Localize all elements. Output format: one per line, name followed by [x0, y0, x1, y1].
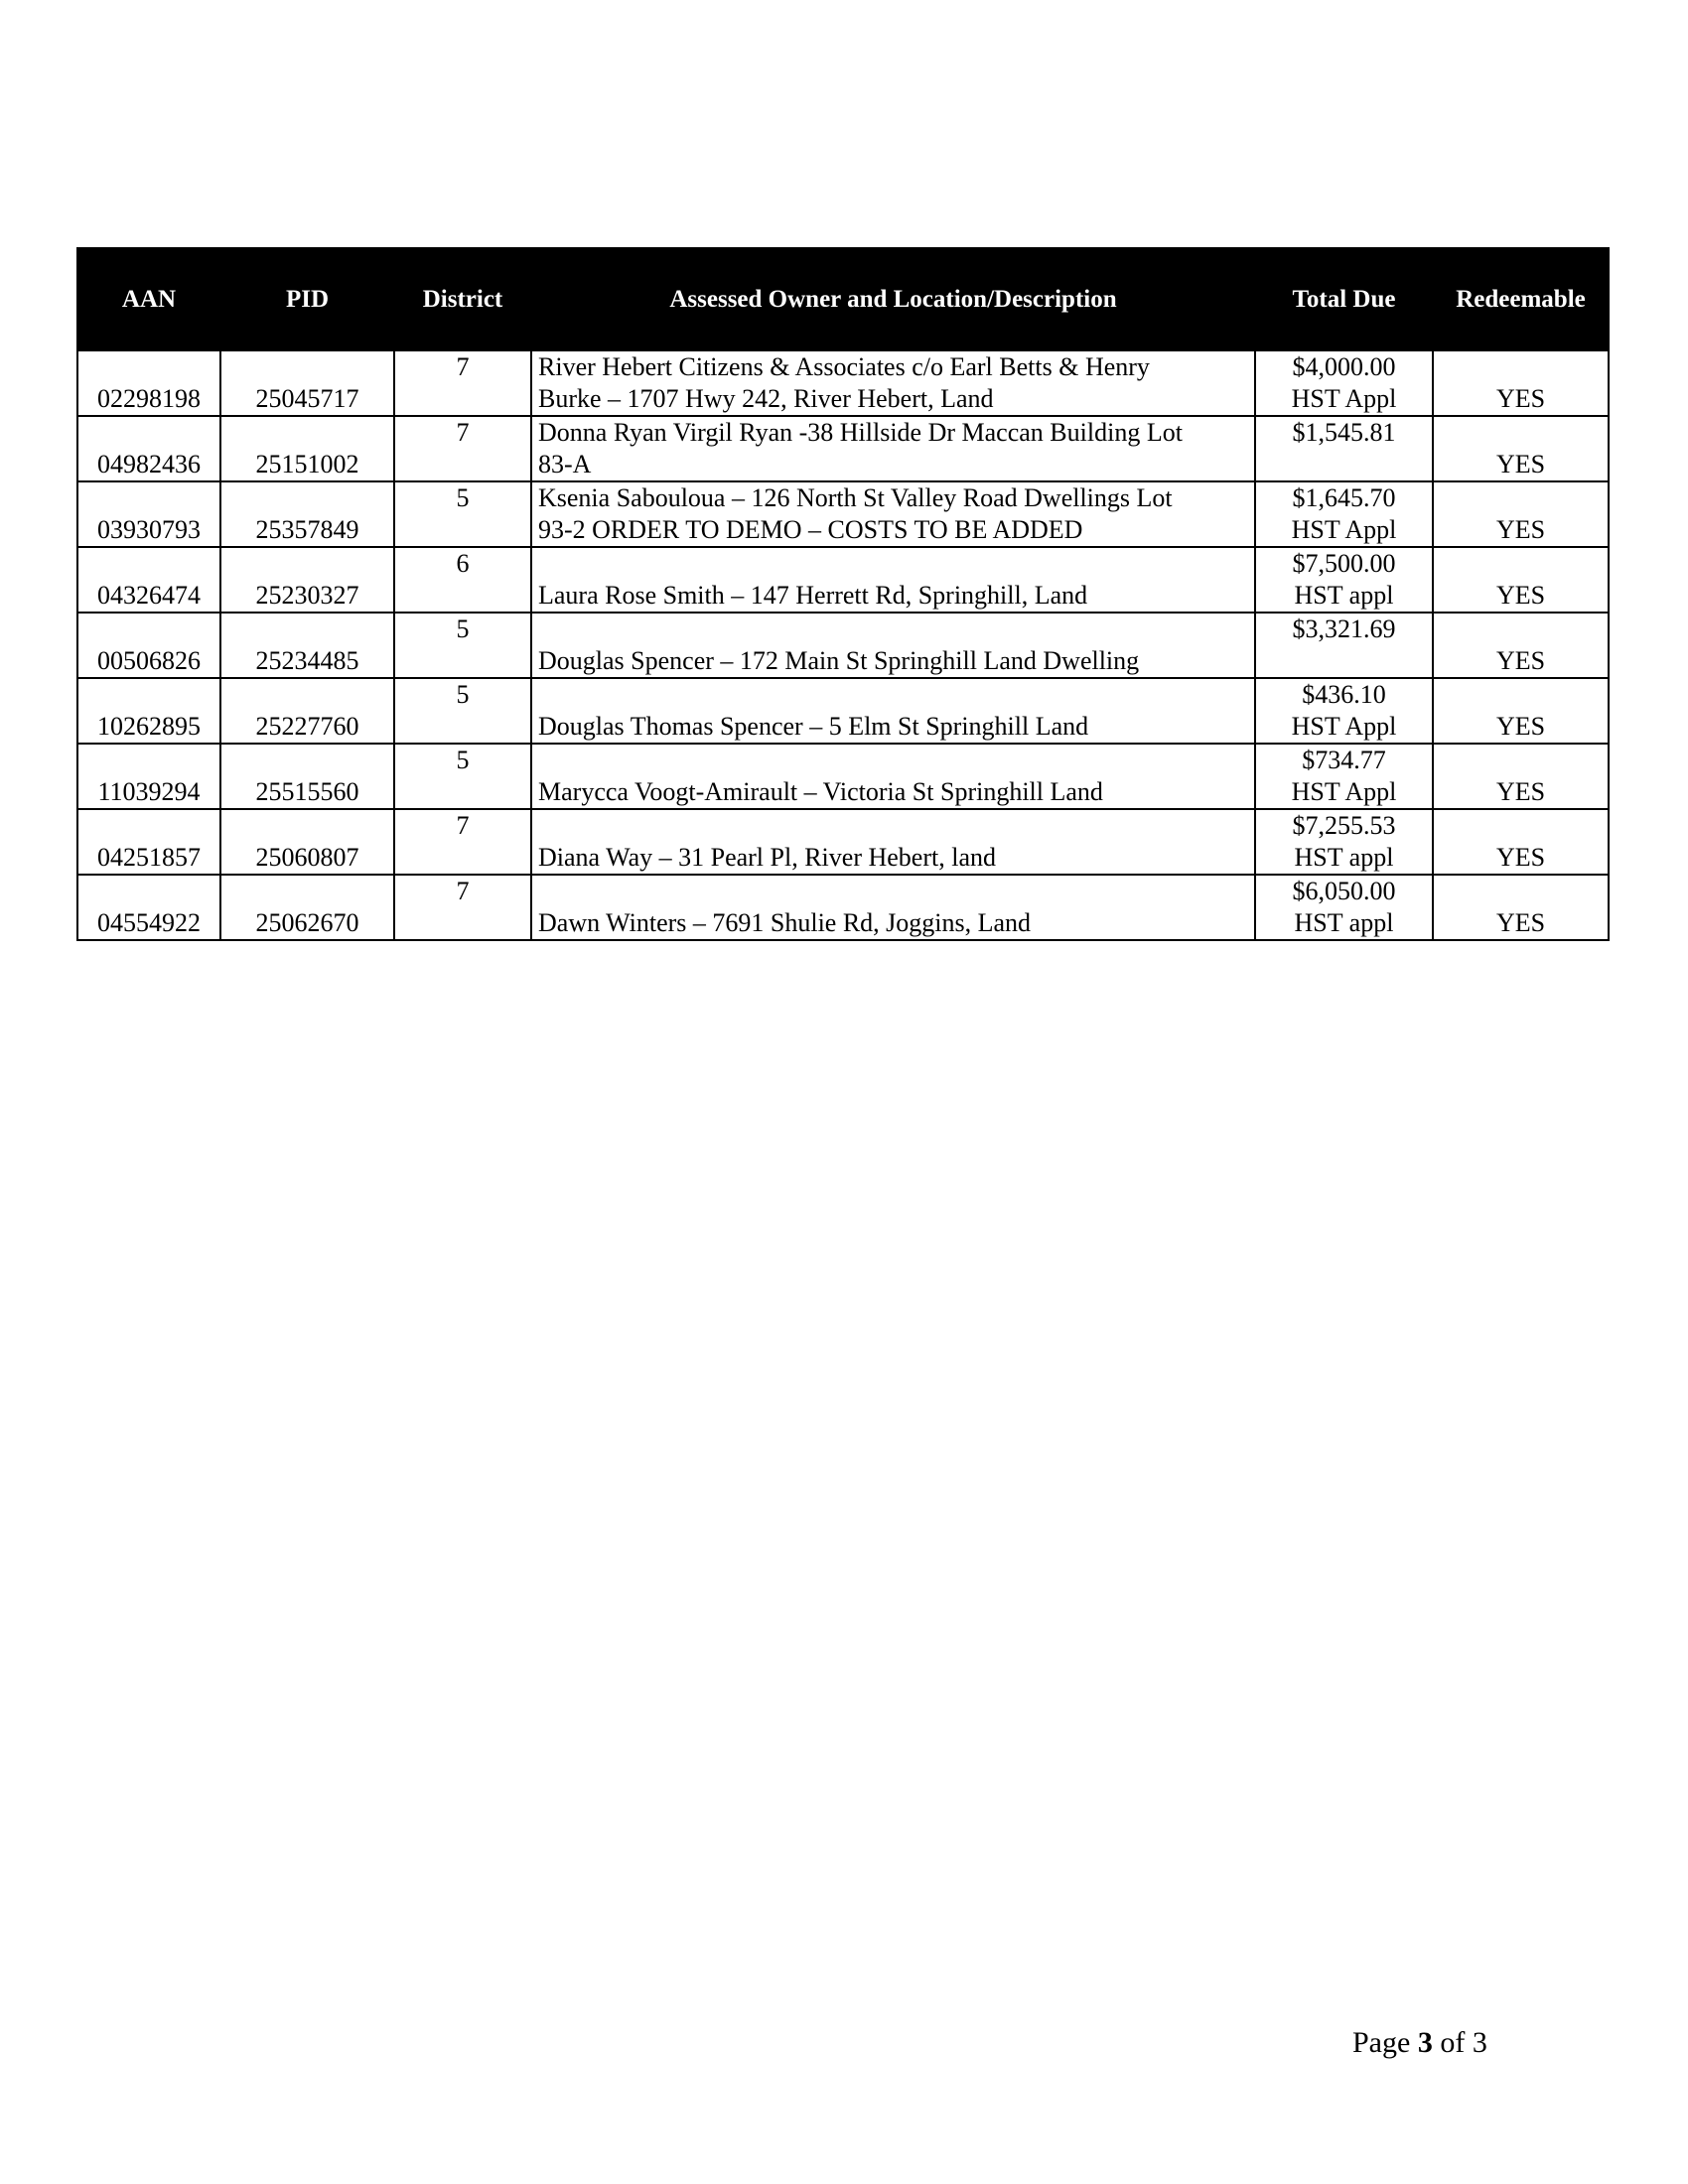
description-line-2: Dawn Winters – 7691 Shulie Rd, Joggins, Land: [538, 908, 1032, 937]
description-line-1: Donna Ryan Virgil Ryan -38 Hillside Dr Maccan Building Lot: [538, 418, 1183, 447]
redeemable-value: YES: [1495, 384, 1546, 413]
district-value: 6: [456, 549, 470, 578]
description-line-2: Marycca Voogt-Amirault – Victoria St Springhill Land: [538, 777, 1103, 806]
pid-value: 25515560: [255, 777, 359, 806]
cell-redeemable: [1433, 875, 1609, 940]
cell-total-due: [1255, 416, 1433, 481]
district-value: 7: [456, 352, 470, 381]
cell-total-due: [1255, 350, 1433, 416]
cell-description: [531, 547, 1255, 613]
redeemable-value: YES: [1495, 777, 1546, 806]
cell-district: [394, 744, 531, 809]
total-due-amount: $6,050.00: [1292, 877, 1396, 905]
table-row: [77, 481, 1609, 547]
cell-redeemable: [1433, 678, 1609, 744]
cell-aan: [77, 809, 220, 875]
header-district: District: [394, 248, 531, 350]
cell-description: [531, 613, 1255, 678]
redeemable-value: YES: [1495, 712, 1546, 741]
page-number: [1352, 2026, 1487, 2060]
redeemable-value: YES: [1495, 646, 1546, 675]
cell-aan: [77, 744, 220, 809]
cell-aan: [77, 678, 220, 744]
description-line-2: 93-2 ORDER TO DEMO – COSTS TO BE ADDED: [538, 515, 1083, 544]
cell-pid: [220, 809, 394, 875]
cell-aan: [77, 613, 220, 678]
table-row: [77, 744, 1609, 809]
cell-redeemable: [1433, 481, 1609, 547]
total-due-amount: $436.10: [1302, 680, 1386, 709]
total-due-amount: $7,500.00: [1292, 549, 1396, 578]
cell-aan: [77, 416, 220, 481]
description-line-1: [538, 876, 1248, 907]
cell-pid: [220, 875, 394, 940]
pid-value: 25045717: [255, 384, 359, 413]
description-line-2: Diana Way – 31 Pearl Pl, River Hebert, land: [538, 843, 996, 872]
total-due-note: HST Appl: [1291, 384, 1397, 413]
tax-sale-table: [76, 247, 1610, 941]
page-prefix: Page: [1352, 2026, 1411, 2059]
total-due-amount: $4,000.00: [1292, 352, 1396, 381]
cell-district: [394, 547, 531, 613]
description-line-1: Ksenia Sabouloua – 126 North St Valley Road Dwellings Lot: [538, 483, 1173, 512]
aan-value: 11039294: [97, 777, 201, 806]
description-line-1: [538, 614, 1248, 645]
district-value: 5: [456, 483, 470, 512]
total-due-amount: $3,321.69: [1292, 614, 1396, 643]
description-line-1: [538, 810, 1248, 842]
total-due-note: HST appl: [1294, 908, 1394, 937]
table-row: [77, 416, 1609, 481]
aan-value: 04251857: [97, 843, 201, 872]
district-value: 5: [456, 746, 470, 774]
header-pid: PID: [220, 248, 394, 350]
cell-pid: [220, 744, 394, 809]
cell-district: [394, 481, 531, 547]
cell-total-due: [1255, 809, 1433, 875]
cell-description: [531, 350, 1255, 416]
table-row: [77, 547, 1609, 613]
cell-pid: [220, 547, 394, 613]
total-due-note: HST appl: [1294, 843, 1394, 872]
cell-redeemable: [1433, 744, 1609, 809]
cell-district: [394, 416, 531, 481]
pid-value: 25357849: [255, 515, 359, 544]
description-line-2: 83-A: [538, 450, 592, 478]
total-due-note: HST Appl: [1291, 777, 1397, 806]
pid-value: 25230327: [255, 581, 359, 610]
header-description: Assessed Owner and Location/Description: [531, 248, 1255, 350]
pid-value: 25234485: [255, 646, 359, 675]
page-total: 3: [1472, 2026, 1487, 2059]
cell-redeemable: [1433, 547, 1609, 613]
total-due-note: HST Appl: [1291, 712, 1397, 741]
cell-pid: [220, 481, 394, 547]
district-value: 5: [456, 680, 470, 709]
district-value: 5: [456, 614, 470, 643]
description-line-1: [538, 548, 1248, 580]
pid-value: 25151002: [255, 450, 359, 478]
cell-aan: [77, 481, 220, 547]
cell-redeemable: [1433, 416, 1609, 481]
description-line-1: [538, 745, 1248, 776]
cell-aan: [77, 350, 220, 416]
cell-district: [394, 613, 531, 678]
redeemable-value: YES: [1495, 908, 1546, 937]
redeemable-value: YES: [1495, 843, 1546, 872]
page-current: 3: [1417, 2026, 1433, 2059]
description-line-1: [538, 679, 1248, 711]
aan-value: 00506826: [97, 646, 201, 675]
redeemable-value: YES: [1495, 515, 1546, 544]
total-due-note: HST Appl: [1291, 515, 1397, 544]
description-line-2: Burke – 1707 Hwy 242, River Hebert, Land: [538, 384, 994, 413]
cell-total-due: [1255, 678, 1433, 744]
aan-value: 03930793: [97, 515, 201, 544]
cell-redeemable: [1433, 613, 1609, 678]
aan-value: 04982436: [97, 450, 201, 478]
table-body: [77, 350, 1609, 940]
cell-description: [531, 481, 1255, 547]
cell-total-due: [1255, 613, 1433, 678]
description-line-2: Douglas Thomas Spencer – 5 Elm St Springhill Land: [538, 712, 1089, 741]
aan-value: 02298198: [97, 384, 201, 413]
cell-description: [531, 744, 1255, 809]
total-due-amount: $1,545.81: [1292, 418, 1396, 447]
cell-description: [531, 678, 1255, 744]
aan-value: 10262895: [97, 712, 201, 741]
aan-value: 04326474: [97, 581, 201, 610]
cell-pid: [220, 613, 394, 678]
cell-district: [394, 809, 531, 875]
table-row: [77, 613, 1609, 678]
cell-aan: [77, 875, 220, 940]
district-value: 7: [456, 811, 470, 840]
cell-description: [531, 809, 1255, 875]
cell-district: [394, 875, 531, 940]
total-due-amount: $1,645.70: [1292, 483, 1396, 512]
pid-value: 25227760: [255, 712, 359, 741]
table-row: [77, 875, 1609, 940]
total-due-amount: $734.77: [1302, 746, 1386, 774]
description-line-2: Laura Rose Smith – 147 Herrett Rd, Springhill, Land: [538, 581, 1088, 610]
district-value: 7: [456, 418, 470, 447]
cell-redeemable: [1433, 350, 1609, 416]
pid-value: 25060807: [255, 843, 359, 872]
cell-total-due: [1255, 875, 1433, 940]
header-aan: AAN: [77, 248, 220, 350]
cell-total-due: [1255, 547, 1433, 613]
aan-value: 04554922: [97, 908, 201, 937]
table-row: [77, 809, 1609, 875]
table-row: [77, 350, 1609, 416]
cell-total-due: [1255, 744, 1433, 809]
cell-pid: [220, 678, 394, 744]
pid-value: 25062670: [255, 908, 359, 937]
cell-district: [394, 678, 531, 744]
cell-description: [531, 416, 1255, 481]
total-due-note: HST appl: [1294, 581, 1394, 610]
table-header-row: [77, 248, 1609, 350]
cell-pid: [220, 416, 394, 481]
header-total-due: Total Due: [1255, 248, 1433, 350]
redeemable-value: YES: [1495, 581, 1546, 610]
cell-redeemable: [1433, 809, 1609, 875]
redeemable-value: YES: [1495, 450, 1546, 478]
page-of: of: [1440, 2026, 1466, 2059]
cell-pid: [220, 350, 394, 416]
description-line-2: Douglas Spencer – 172 Main St Springhill Land Dwelling: [538, 646, 1140, 675]
district-value: 7: [456, 877, 470, 905]
cell-aan: [77, 547, 220, 613]
description-line-1: River Hebert Citizens & Associates c/o Earl Betts & Henry: [538, 352, 1150, 381]
cell-description: [531, 875, 1255, 940]
total-due-amount: $7,255.53: [1292, 811, 1396, 840]
header-redeemable: Redeemable: [1433, 248, 1609, 350]
cell-district: [394, 350, 531, 416]
table-row: [77, 678, 1609, 744]
cell-total-due: [1255, 481, 1433, 547]
